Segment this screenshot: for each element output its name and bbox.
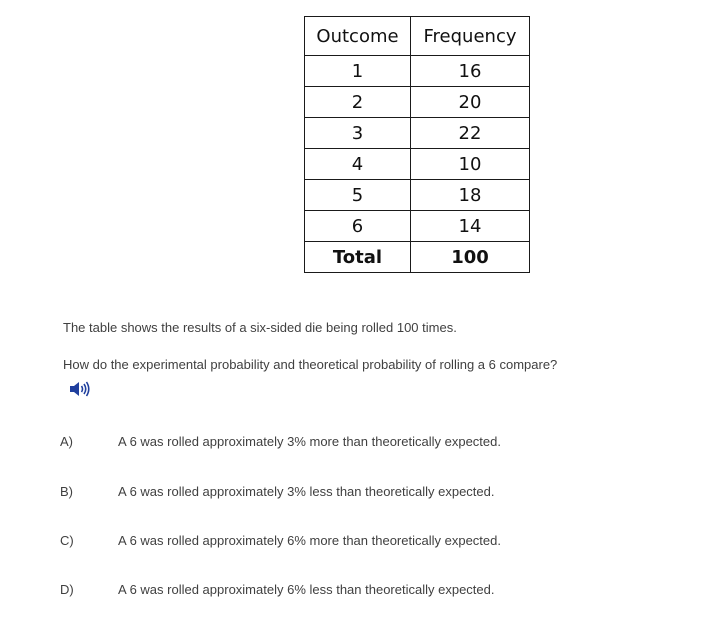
choice-letter: C): [60, 533, 74, 548]
choice-text: A 6 was rolled approximately 6% less than theoretically expected.: [118, 582, 495, 597]
choice-text: A 6 was rolled approximately 3% more than theoretically expected.: [118, 434, 501, 449]
choice-letter: D): [60, 582, 74, 597]
table-row: [305, 118, 530, 149]
choice-letter: B): [60, 484, 73, 499]
outcome-cell: 4: [305, 149, 411, 180]
total-label: Total: [305, 242, 411, 273]
answer-choice-c[interactable]: [60, 533, 680, 555]
frequency-cell: 18: [411, 180, 530, 211]
choice-letter: A): [60, 434, 73, 449]
frequency-cell: 14: [411, 211, 530, 242]
table-row: [305, 180, 530, 211]
speaker-icon: [69, 380, 91, 398]
total-value: 100: [411, 242, 530, 273]
question-prompt: How do the experimental probability and theoretical probability of rolling a 6 compare?: [63, 357, 558, 372]
outcome-cell: 3: [305, 118, 411, 149]
frequency-table: [304, 16, 530, 273]
read-aloud-button[interactable]: [69, 380, 91, 398]
frequency-header: Frequency: [411, 17, 530, 56]
total-row: [305, 242, 530, 273]
frequency-cell: 20: [411, 87, 530, 118]
answer-choice-d[interactable]: [60, 582, 680, 604]
outcome-cell: 2: [305, 87, 411, 118]
outcome-cell: 5: [305, 180, 411, 211]
outcome-header: Outcome: [305, 17, 411, 56]
table-row: [305, 211, 530, 242]
frequency-cell: 22: [411, 118, 530, 149]
table-row: [305, 87, 530, 118]
question-stem: The table shows the results of a six-sided die being rolled 100 times.: [63, 320, 457, 335]
choice-text: A 6 was rolled approximately 6% more than theoretically expected.: [118, 533, 501, 548]
table-header-row: [305, 17, 530, 56]
choice-text: A 6 was rolled approximately 3% less than theoretically expected.: [118, 484, 495, 499]
table-row: [305, 56, 530, 87]
answer-choice-a[interactable]: [60, 434, 680, 456]
table-row: [305, 149, 530, 180]
frequency-cell: 10: [411, 149, 530, 180]
outcome-cell: 1: [305, 56, 411, 87]
frequency-cell: 16: [411, 56, 530, 87]
outcome-cell: 6: [305, 211, 411, 242]
answer-choice-b[interactable]: [60, 484, 680, 506]
